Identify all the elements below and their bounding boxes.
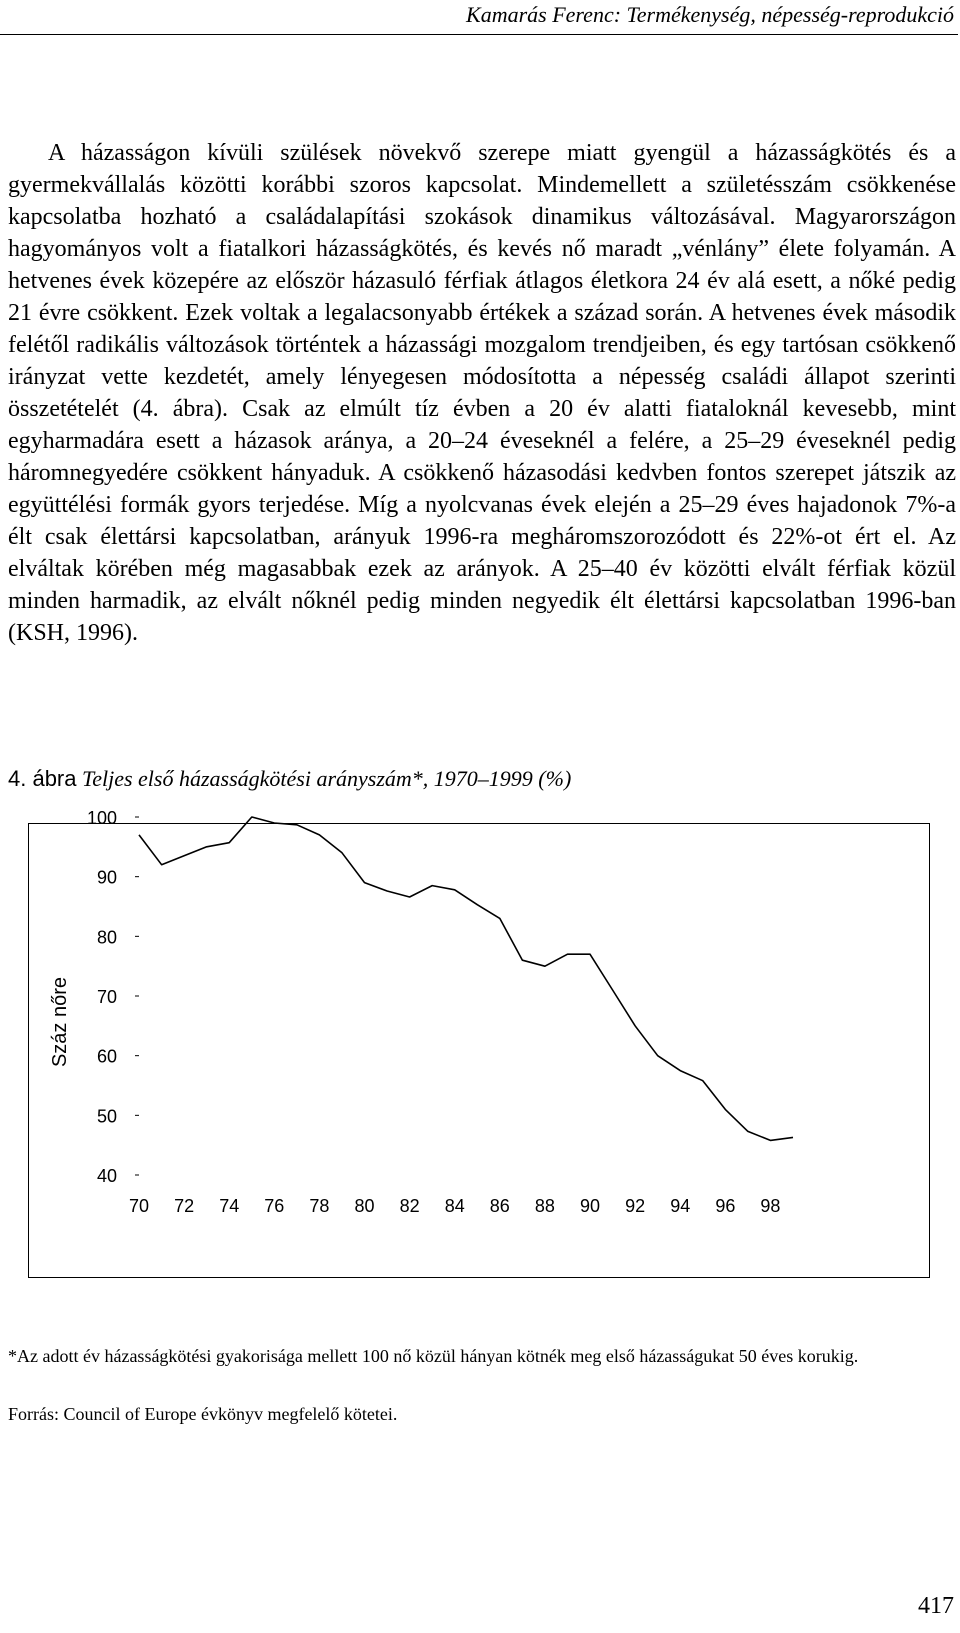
x-tick-label: 92: [625, 1196, 646, 1216]
y-tick-label: 50: [96, 1106, 117, 1127]
y-tick-label: 70: [96, 987, 117, 1007]
chart-frame: [28, 808, 930, 1278]
x-tick-label: 98: [760, 1196, 781, 1216]
x-tick-label: 90: [580, 1196, 601, 1216]
series-line: [139, 817, 793, 1140]
y-tick-label: 60: [96, 1046, 117, 1067]
x-tick-label: 96: [715, 1196, 736, 1216]
y-tick-label: 80: [96, 927, 117, 948]
figure-number: 4. ábra: [8, 766, 77, 791]
y-axis-label: Száz nőre: [49, 976, 71, 1068]
x-tick-label: 74: [219, 1196, 240, 1216]
body-paragraph: A házasságon kívüli szülések növekvő szerepe miatt gyengül a házasságkötés és a gyermekvállalás közötti korábbi szoros kapcsolat. Mindemellett a születésszám csökkenése kapcsolatba hozható a családalapítási szokások dinamikus változásával. Magyarországon hagyományos volt a fiatalkori házasságkötés, és kevés nő maradt „vénlány” élete folyamán. A hetvenes évek közepére az először házasuló férfiak átlagos életkora 24 év alá esett, a nőké pedig 21 évre csökkent. Ezek voltak a legalacsonyabb értékek a század során. A hetvenes évek második felétől radikális változások történtek a házassági mozgalom trendjeiben, és egy tartósan csökkenő irányzat vette kezdetét, amely lényegesen módosította a népesség családi állapot szerinti összetételét (4. ábra). Csak az elmúlt tíz évben a 20 év alatti fiataloknál kevesebb, mint egyharmadára esett a házasok aránya, a 20–24 éveseknél a felére, a 25–29 éveseknél pedig háromnegyedére csökkent hányaduk. A csökkenő házasodási kedvben fontos szerepet játszik az együttélési formák gyors terjedése. Míg a nyolcvanas évek elején a 25–29 éves hajadonok 7%-a élt csak élettársi kapcsolatban, arányuk 1996-ra megháromszorozódott és 22%-ot ért el. Az elváltak körében még magasabbak ezek az arányok. A 25–40 év közötti elvált férfiak közül minden harmadik, az elvált nőknél pedig minden negyedik élt élettársi kapcsolatban 1996-ban (KSH, 1996).: [8, 140, 956, 646]
figure-title: Teljes első házasságkötési arányszám*, 1970–1999 (%): [82, 766, 572, 791]
page-header: [0, 0, 958, 35]
x-tick-label: 88: [534, 1196, 555, 1216]
figure-caption: [8, 766, 571, 792]
x-tick-label: 70: [128, 1196, 150, 1216]
x-tick-label: 94: [670, 1196, 691, 1216]
source-note: Forrás: Council of Europe évkönyv megfelelő kötetei.: [8, 1404, 398, 1424]
line-chart: [29, 808, 929, 1277]
x-tick-label: 86: [489, 1196, 510, 1216]
x-tick-label: 78: [309, 1196, 330, 1216]
x-tick-label: 82: [399, 1196, 420, 1216]
y-tick-label: 100: [86, 808, 117, 828]
y-tick-label: 40: [96, 1166, 117, 1186]
x-tick-label: 84: [444, 1196, 465, 1216]
page-number: 417: [918, 1593, 954, 1619]
footnote: *Az adott év házasságkötési gyakorisága mellett 100 nő közül hányan kötnék meg első házasságukat 50 éves korukig.: [8, 1346, 859, 1366]
x-tick-label: 80: [354, 1196, 375, 1216]
x-tick-label: 72: [174, 1196, 195, 1216]
x-tick-label: 76: [264, 1196, 285, 1216]
y-tick-label: 90: [96, 867, 117, 888]
running-title: Kamarás Ferenc: Termékenység, népesség-reprodukció: [466, 2, 954, 27]
